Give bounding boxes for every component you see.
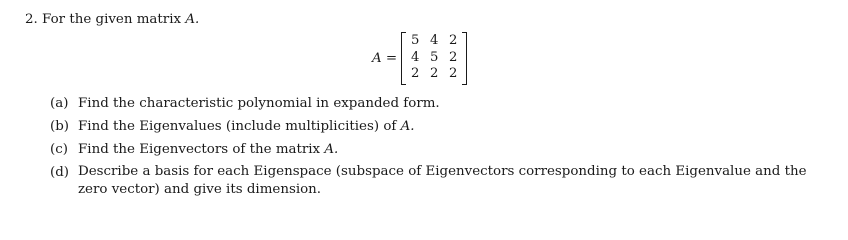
part-text-math: A.: [400, 119, 415, 134]
matrix: [401, 32, 467, 84]
part-text-main: Find the Eigenvalues (include multiplicities) of: [78, 119, 397, 134]
part-text: Find the characteristic polynomial in expanded form.: [78, 96, 440, 111]
matrix-cell: 2: [410, 66, 420, 81]
matrix-name: A.: [185, 12, 200, 27]
part-c: [50, 140, 840, 159]
part-label: (a): [50, 96, 69, 111]
part-label: (d): [50, 165, 70, 180]
part-text-math: A.: [324, 142, 339, 157]
matrix-grid: [407, 33, 461, 83]
matrix-equation: [372, 31, 467, 85]
problem-prompt: For the given matrix: [42, 12, 182, 27]
problem-header: [25, 12, 199, 27]
matrix-right-bracket: [462, 32, 467, 85]
matrix-cell: 5: [410, 33, 420, 48]
part-text: [78, 140, 840, 159]
matrix-cell: 5: [429, 49, 439, 65]
part-label: (b): [50, 119, 70, 134]
part-text-main: Find the Eigenvectors of the matrix: [78, 142, 321, 157]
part-label: (c): [50, 142, 68, 157]
matrix-cell: 2: [448, 33, 458, 48]
matrix-lhs: A =: [372, 50, 398, 66]
matrix-cell: 4: [410, 49, 420, 65]
part-a: [50, 94, 840, 113]
part-d: [50, 163, 840, 199]
matrix-cell: 2: [448, 49, 458, 65]
matrix-cell: 2: [448, 66, 458, 81]
question-parts: [50, 94, 840, 203]
part-text: Describe a basis for each Eigenspace (subspace of Eigenvectors corresponding to each Eigenvalue and the zero vector) and give its dimension.: [78, 164, 807, 197]
matrix-left-bracket: [401, 32, 406, 85]
matrix-cell: 4: [429, 33, 439, 48]
problem-number: 2.: [25, 12, 38, 27]
part-b: [50, 117, 840, 136]
part-text: [78, 117, 840, 136]
matrix-cell: 2: [429, 66, 439, 81]
